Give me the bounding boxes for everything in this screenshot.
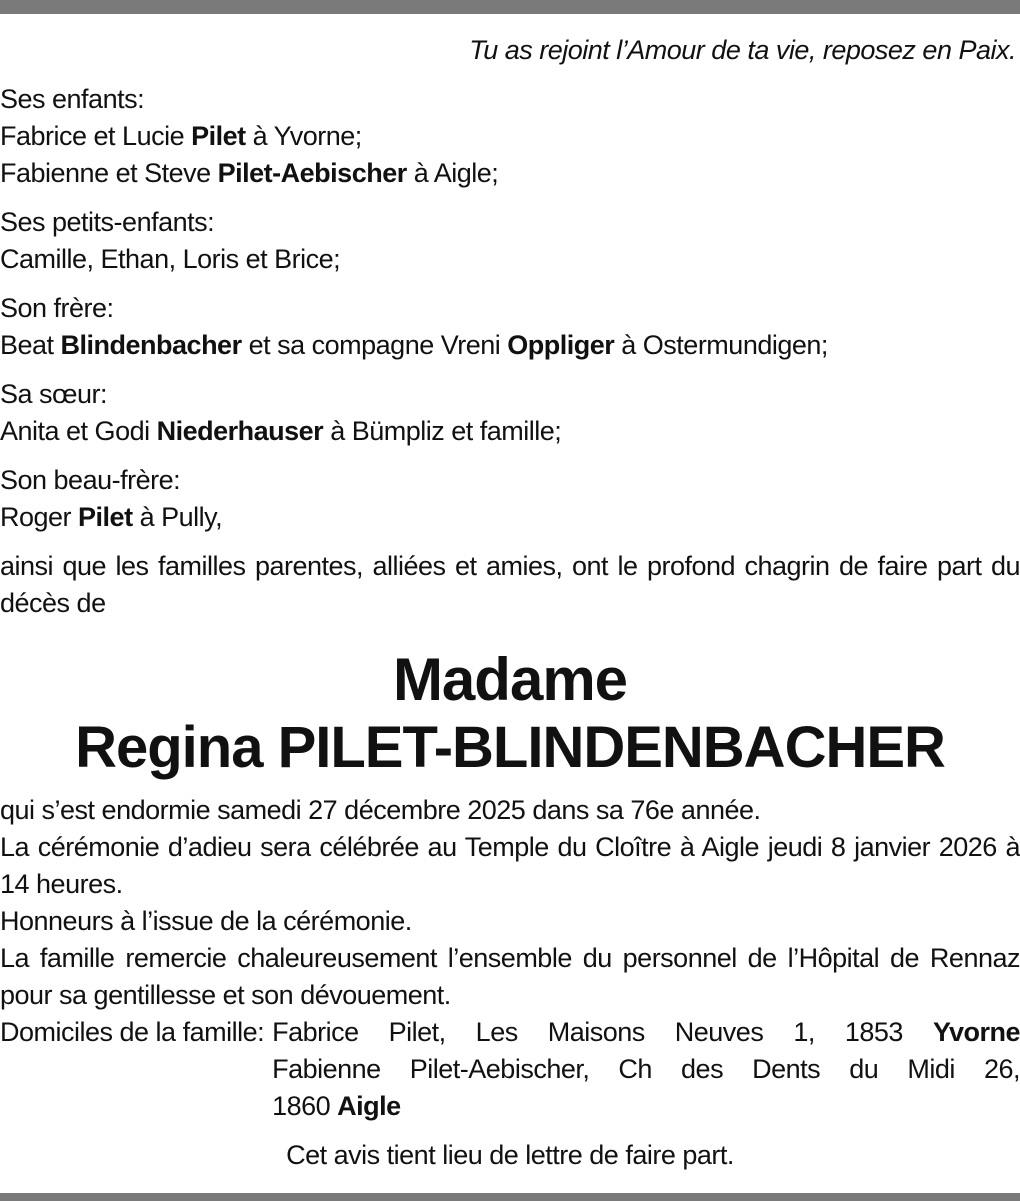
family-addresses (0, 1014, 1020, 1125)
death-date-line: qui s’est endormie samedi 27 décembre 2025 dans sa 76e année. (0, 795, 761, 825)
section-sister (0, 376, 1020, 450)
top-rule (0, 0, 1020, 14)
section-children (0, 81, 1020, 192)
address-1: Fabrice Pilet, Les Maisons Neuves 1, 1853 Yvorne (272, 1017, 1020, 1047)
brother-heading: Son frère: (0, 293, 114, 323)
address-2: Fabienne Pilet-Aebischer, Ch des Dents du Midi 26, (272, 1054, 1020, 1084)
footer-note: Cet avis tient lieu de lettre de faire part. (286, 1140, 734, 1170)
deceased-name-block (0, 646, 1020, 782)
obituary-notice (0, 32, 1020, 1174)
deceased-name: Regina PILET-BLINDENBACHER (75, 715, 945, 780)
honours-line: Honneurs à l’issue de la cérémonie. (0, 906, 412, 936)
children-heading: Ses enfants: (0, 84, 145, 114)
ceremony-details (0, 792, 1020, 1014)
epigraph-quote: Tu as rejoint l’Amour de ta vie, reposez en Paix. (469, 35, 1016, 65)
sister-heading: Sa sœur: (0, 379, 108, 409)
grandchildren-line: Camille, Ethan, Loris et Brice; (0, 244, 341, 274)
child-line-2: Fabienne et Steve Pilet-Aebischer à Aigle; (0, 158, 499, 188)
thanks-line: La famille remercie chaleureusement l’ensemble du personnel de l’Hôpital de Rennaz pour sa gentillesse et son dévouement. (0, 943, 1020, 1010)
addresses-list (272, 1014, 1020, 1125)
deceased-title: Madame (392, 646, 628, 713)
child-line-1: Fabrice et Lucie Pilet à Yvorne; (0, 121, 362, 151)
bottom-rule (0, 1193, 1020, 1201)
brother-in-law-line: Roger Pilet à Pully, (0, 502, 223, 532)
sister-line: Anita et Godi Niederhauser à Bümpliz et famille; (0, 416, 562, 446)
addresses-label: Domiciles de la famille: (0, 1017, 265, 1047)
address-3: 1860 Aigle (272, 1091, 401, 1121)
section-grandchildren (0, 204, 1020, 278)
announcement-intro: ainsi que les familles parentes, alliées et amies, ont le profond chagrin de faire part du décès de (0, 551, 1020, 618)
section-brother-in-law (0, 462, 1020, 536)
section-brother (0, 290, 1020, 364)
brother-line: Beat Blindenbacher et sa compagne Vreni Oppliger à Ostermundigen; (0, 330, 828, 360)
ceremony-line: La cérémonie d’adieu sera célébrée au Temple du Cloître à Aigle jeudi 8 janvier 2026 à 14 heures. (0, 832, 1020, 899)
grandchildren-heading: Ses petits-enfants: (0, 207, 215, 237)
brother-in-law-heading: Son beau-frère: (0, 465, 181, 495)
